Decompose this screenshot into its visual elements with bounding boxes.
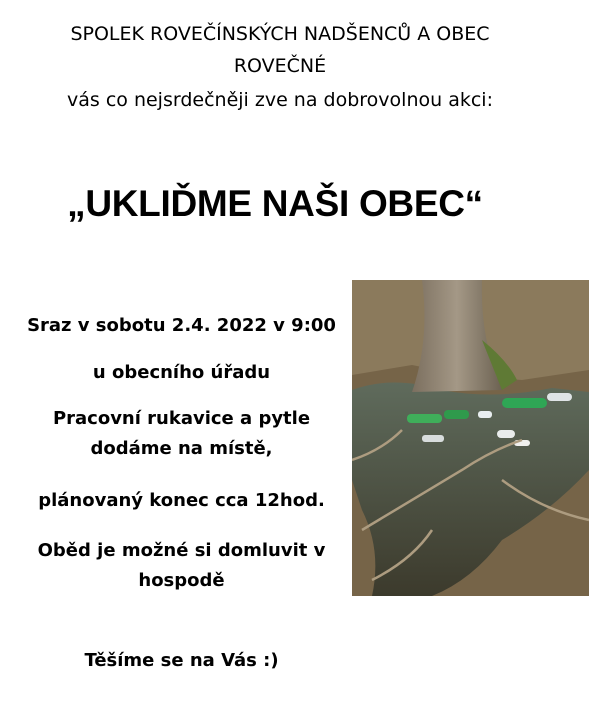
header-line-2: ROVEČNÉ <box>233 55 327 77</box>
meeting-time: Sraz v sobotu 2.4. 2022 v 9:00 <box>27 315 336 336</box>
lunch-info <box>0 536 363 596</box>
stream-litter-photo <box>352 280 589 596</box>
gear-info-line-1: Pracovní rukavice a pytle <box>52 408 311 429</box>
meeting-place: u obecního úřadu <box>92 362 271 383</box>
lunch-info-line-2: hospodě <box>138 570 225 591</box>
end-time: plánovaný konec cca 12hod. <box>38 490 325 511</box>
closing-greeting: Těšíme se na Vás :) <box>84 650 279 671</box>
lunch-info-line-1: Oběd je možné si domluvit v <box>37 540 326 561</box>
gear-info <box>0 404 363 464</box>
invitation-line: vás co nejsrdečněji zve na dobrovolnou akci: <box>67 89 493 111</box>
gear-info-line-2: dodáme na místě, <box>90 438 273 459</box>
header-line-1: SPOLEK ROVEČÍNSKÝCH NADŠENCŮ A OBEC <box>70 23 490 45</box>
event-title: „UKLIĎME NAŠI OBEC“ <box>67 183 483 224</box>
